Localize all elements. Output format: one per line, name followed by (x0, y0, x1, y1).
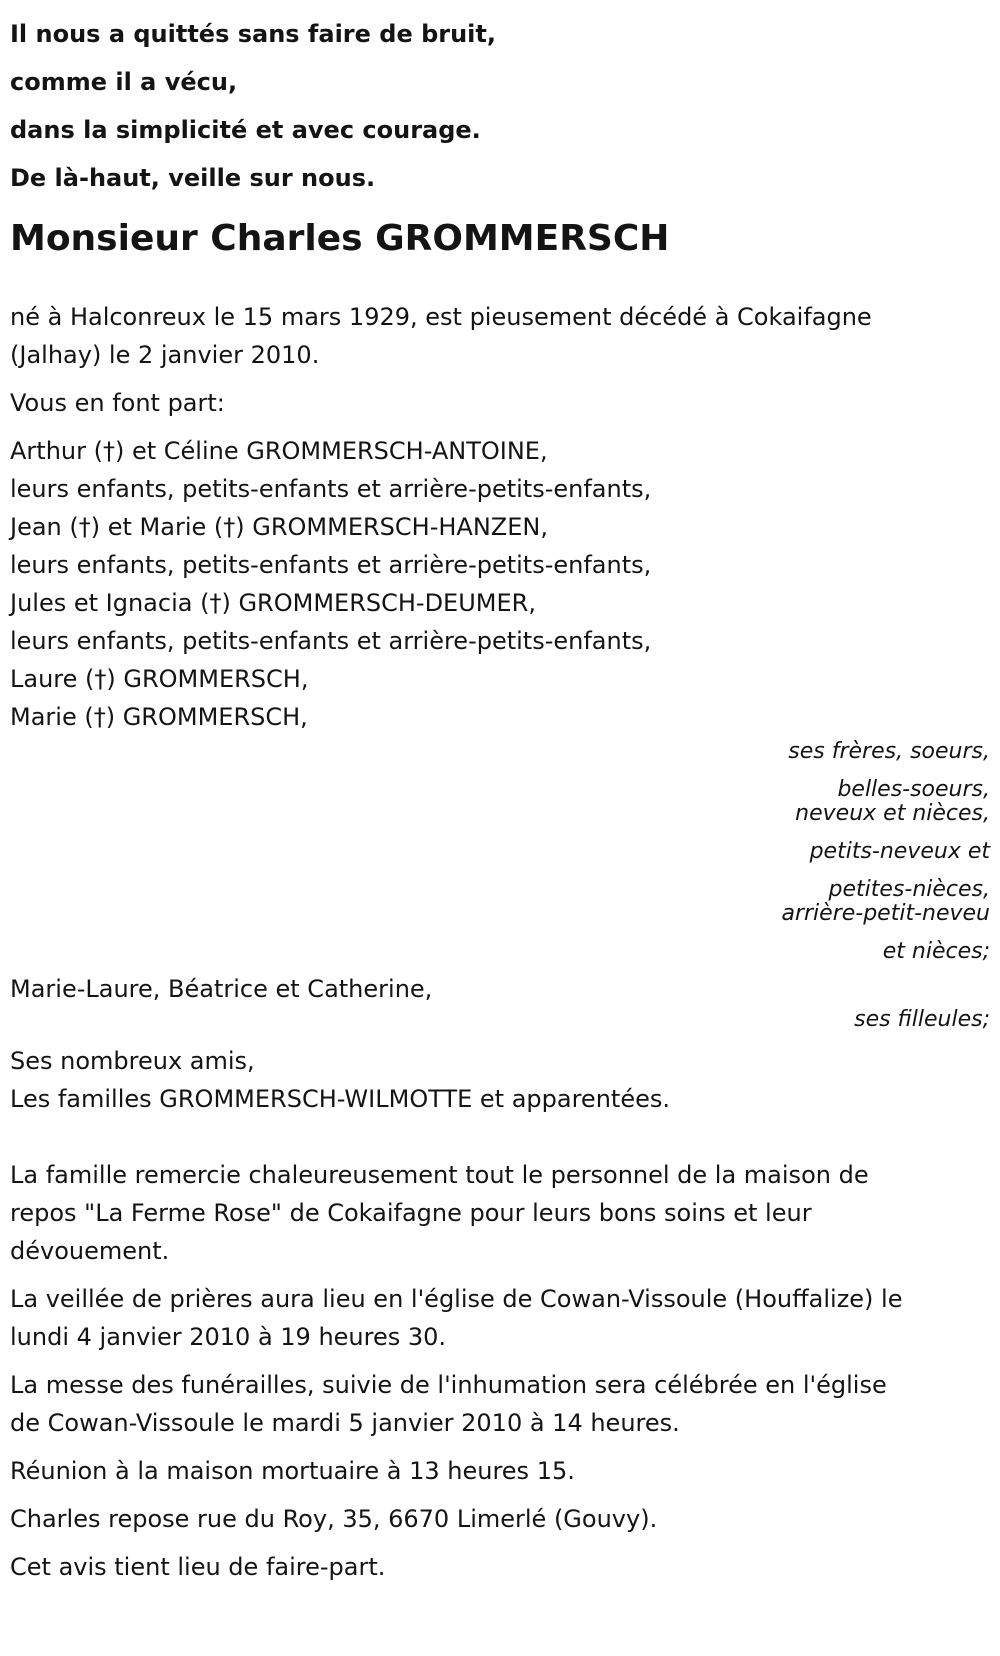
text-line: dévouement. (10, 1237, 170, 1265)
text-line: La famille remercie chaleureusement tout le personnel de la maison de (10, 1161, 869, 1189)
text-line: La veillée de prières aura lieu en l'église de Cowan-Vissoule (Houffalize) le (10, 1285, 903, 1313)
text-line: Cet avis tient lieu de faire-part. (10, 1553, 386, 1581)
family-line: leurs enfants, petits-enfants et arrière-petits-enfants, (10, 475, 652, 503)
family-line: Marie (†) GROMMERSCH, (10, 703, 308, 731)
friends-line: Les familles GROMMERSCH-WILMOTTE et apparentées. (10, 1085, 670, 1113)
family-line: Jules et Ignacia (†) GROMMERSCH-DEUMER, (10, 589, 536, 617)
goddaughters-row (10, 970, 990, 1032)
text-line: Charles repose rue du Roy, 35, 6670 Limerlé (Gouvy). (10, 1505, 658, 1533)
text-line: Réunion à la maison mortuaire à 13 heures 15. (10, 1457, 575, 1485)
relation-line: et nièces; (882, 939, 990, 964)
paragraph-funeral (10, 1366, 990, 1442)
deceased-name: Monsieur Charles GROMMERSCH (10, 218, 670, 259)
paragraph-notice (10, 1548, 990, 1586)
family-line: Arthur (†) et Céline GROMMERSCH-ANTOINE, (10, 437, 548, 465)
goddaughters-names: Marie-Laure, Béatrice et Catherine, (10, 975, 433, 1003)
text-line: (Jalhay) le 2 janvier 2010. (10, 341, 320, 369)
text-line: de Cowan-Vissoule le mardi 5 janvier 2010 à 14 heures. (10, 1409, 680, 1437)
family-list (10, 432, 990, 736)
relation-line: neveux et nièces, (795, 801, 990, 826)
birth-death-info (10, 298, 990, 374)
text-line: lundi 4 janvier 2010 à 19 heures 30. (10, 1323, 447, 1351)
paragraph-rest-place (10, 1500, 990, 1538)
poem-line: Il nous a quittés sans faire de bruit, (10, 20, 496, 48)
relation-line: arrière-petit-neveu (781, 901, 990, 926)
poem-line: dans la simplicité et avec courage. (10, 116, 481, 144)
announcement: Vous en font part: (10, 389, 225, 417)
family-relation (10, 740, 990, 964)
poem-line: comme il a vécu, (10, 68, 238, 96)
friends-list (10, 1042, 990, 1118)
text-line: La messe des funérailles, suivie de l'inhumation sera célébrée en l'église (10, 1371, 887, 1399)
section-spacer (10, 1118, 990, 1146)
family-line: Laure (†) GROMMERSCH, (10, 665, 309, 693)
poem-line: De là-haut, veille sur nous. (10, 164, 376, 192)
paragraph-vigil (10, 1280, 990, 1356)
goddaughters-relation: ses filleules; (854, 1007, 990, 1032)
family-line: leurs enfants, petits-enfants et arrière-petits-enfants, (10, 627, 652, 655)
family-line: Jean (†) et Marie (†) GROMMERSCH-HANZEN, (10, 513, 548, 541)
relation-line: petits-neveux et (809, 839, 990, 864)
relation-line: ses frères, soeurs, (788, 739, 990, 764)
poem (10, 0, 990, 202)
friends-line: Ses nombreux amis, (10, 1047, 255, 1075)
paragraph-meeting (10, 1452, 990, 1490)
relation-line: petites-nièces, (828, 877, 990, 902)
relation-line: belles-soeurs, (837, 777, 990, 802)
family-line: leurs enfants, petits-enfants et arrière-petits-enfants, (10, 551, 652, 579)
text-line: né à Halconreux le 15 mars 1929, est pieusement décédé à Cokaifagne (10, 303, 872, 331)
text-line: repos "La Ferme Rose" de Cokaifagne pour leurs bons soins et leur (10, 1199, 812, 1227)
paragraph-thanks (10, 1156, 990, 1270)
